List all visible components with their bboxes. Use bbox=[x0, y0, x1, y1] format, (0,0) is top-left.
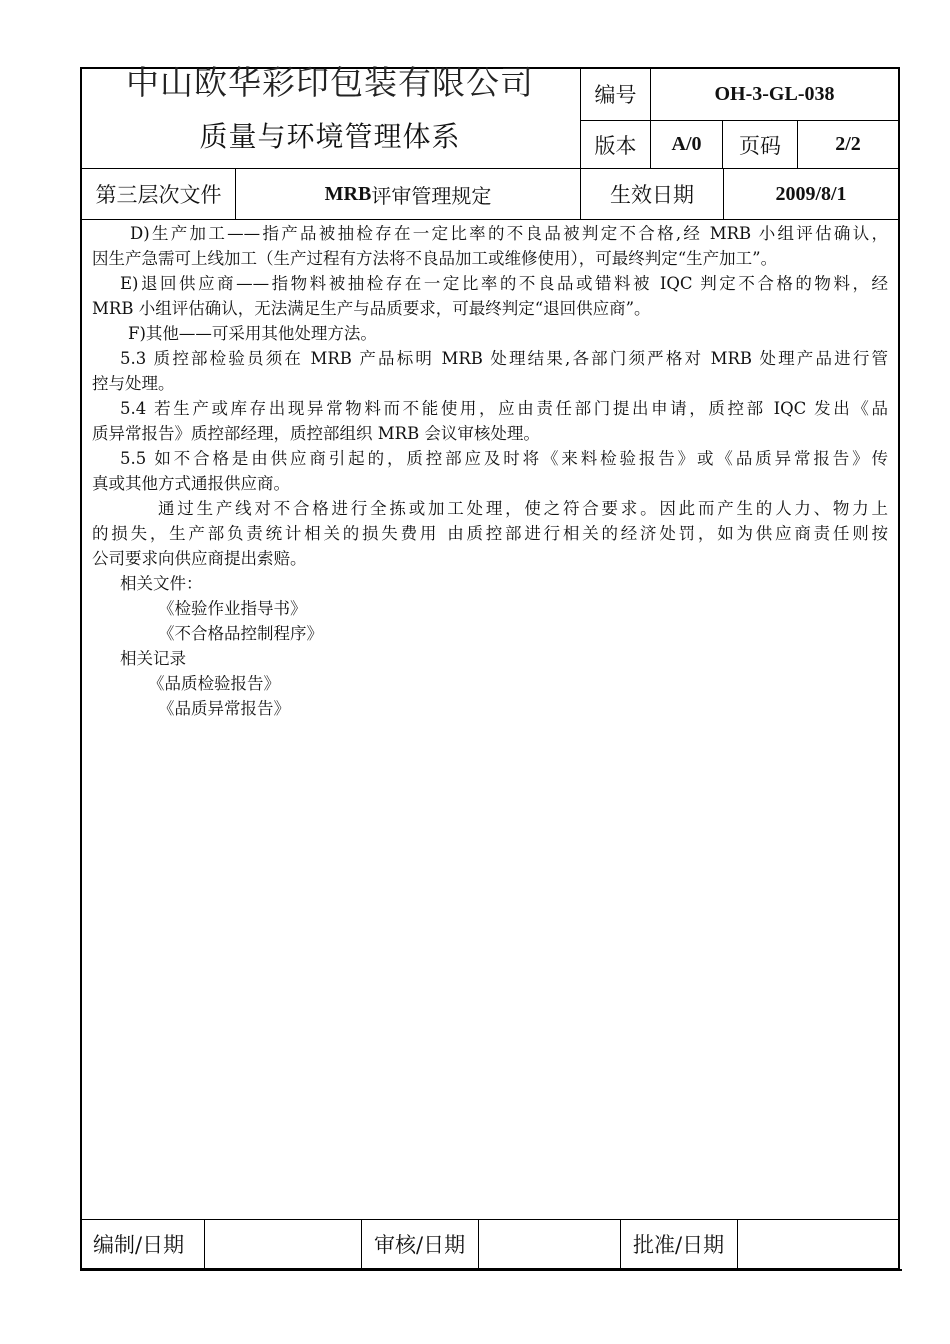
clause-5-5-line: 真或其他方式通报供应商。 bbox=[92, 474, 290, 493]
related-record-item: 《品质检验报告》 bbox=[148, 674, 280, 693]
clause-5-3-line: 控与处理。 bbox=[92, 374, 175, 393]
related-records-label: 相关记录 bbox=[120, 649, 186, 668]
management-system-title: 质量与环境管理体系 bbox=[199, 120, 461, 153]
document-title-text: 评审管理规定 bbox=[371, 183, 492, 208]
paragraph-line: 公司要求向供应商提出索赔。 bbox=[92, 549, 307, 568]
clause-5-3-line: 5.3 质控部检验员须在 MRB 产品标明 MRB 处理结果,各部门须严格对 MRB 处理产品进行管 bbox=[120, 349, 888, 368]
page-number: 2/2 bbox=[835, 133, 861, 155]
clause-d-line: 因生产急需可上线加工（生产过程有方法将不良品加工或维修使用），可最终判定“生产加工”。 bbox=[92, 249, 778, 268]
document-level-label: 第三层次文件 bbox=[95, 183, 222, 207]
clause-d-line: D)生产加工——指产品被抽检存在一定比率的不良品被判定不合格,经 MRB 小组评估确认， bbox=[130, 224, 888, 243]
approved-by-label: 批准/日期 bbox=[633, 1233, 725, 1257]
clause-f-line: F)其他——可采用其他处理方法。 bbox=[128, 324, 377, 343]
doc-number-label: 编号 bbox=[594, 83, 637, 107]
prepared-by-label: 编制/日期 bbox=[93, 1233, 185, 1257]
clause-5-5-line: 5.5 如不合格是由供应商引起的，质控部应及时将《来料检验报告》或《品质异常报告》传 bbox=[120, 449, 888, 468]
clause-5-4-line: 5.4 若生产或库存出现异常物料而不能使用，应由责任部门提出申请，质控部 IQC 发出《品 bbox=[120, 399, 888, 418]
version-value: A/0 bbox=[671, 133, 702, 155]
clause-e-line: MRB 小组评估确认，无法满足生产与品质要求，可最终判定“退回供应商”。 bbox=[92, 299, 651, 318]
page-label: 页码 bbox=[739, 133, 781, 158]
related-record-item: 《品质异常报告》 bbox=[158, 699, 290, 718]
document-body bbox=[92, 221, 888, 721]
version-label: 版本 bbox=[594, 133, 637, 158]
clause-e-line: E)退回供应商——指物料被抽检存在一定比率的不良品或错料被 IQC 判定不合格的物料，经 bbox=[120, 274, 888, 293]
related-document-item: 《检验作业指导书》 bbox=[158, 599, 307, 618]
related-document-item: 《不合格品控制程序》 bbox=[158, 624, 323, 643]
company-name: 中山欧华彩印包装有限公司 bbox=[126, 62, 534, 102]
paragraph-line: 的损失，生产部负责统计相关的损失费用 由质控部进行相关的经济处罚，如为供应商责任则按 bbox=[92, 524, 888, 543]
reviewed-by-label: 审核/日期 bbox=[374, 1233, 466, 1257]
clause-5-4-line: 质异常报告》质控部经理，质控部组织 MRB 会议审核处理。 bbox=[92, 424, 540, 443]
reviewed-by-field bbox=[479, 1220, 620, 1268]
effective-date: 2009/8/1 bbox=[775, 182, 847, 205]
title-row-bottom-line bbox=[80, 219, 900, 220]
approved-by-field bbox=[738, 1220, 898, 1268]
effective-date-label: 生效日期 bbox=[610, 183, 694, 207]
doc-number: OH-3-GL-038 bbox=[714, 82, 835, 105]
prepared-by-field bbox=[205, 1220, 361, 1268]
related-documents-label: 相关文件： bbox=[120, 574, 203, 593]
paragraph-line: 通过生产线对不合格进行全拣或加工处理，使之符合要求。因此而产生的人力、物力上 bbox=[158, 499, 888, 518]
document-title bbox=[236, 169, 580, 219]
document-title-code: MRB bbox=[324, 182, 372, 205]
